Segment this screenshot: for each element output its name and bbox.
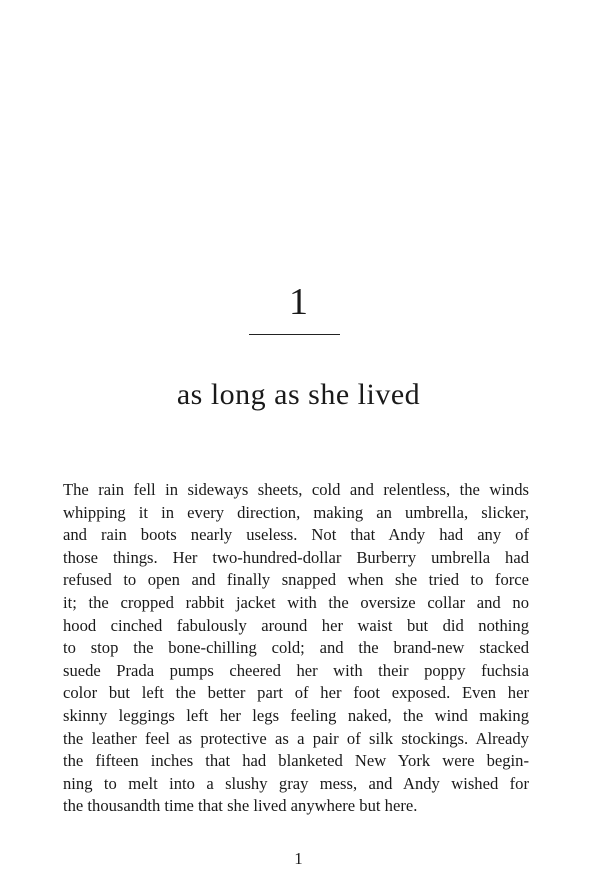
chapter-number: 1 bbox=[289, 281, 308, 323]
text-line: The rain fell in sideways sheets, cold and relentless, the winds bbox=[63, 480, 529, 499]
text-line: refused to open and finally snapped when she tried to force bbox=[63, 570, 529, 590]
text-line: the leather feel as protective as a pair of silk stockings. Already bbox=[63, 728, 529, 748]
chapter-divider bbox=[249, 334, 340, 335]
text-line: to stop the bone-chilling cold; and the brand-new stacked bbox=[63, 638, 529, 658]
page-number: 1 bbox=[294, 849, 303, 868]
text-line: and rain boots nearly useless. Not that Andy had any of bbox=[63, 525, 529, 545]
text-line: suede Prada pumps cheered her with their poppy fuchsia bbox=[63, 660, 529, 680]
text-line: the thousandth time that she lived anywhere but here. bbox=[63, 796, 418, 816]
text-line: the fifteen inches that had blanketed New York were begin- bbox=[63, 751, 529, 771]
text-line: color but left the better part of her foot exposed. Even her bbox=[63, 683, 529, 703]
text-line: whipping it in every direction, making an umbrella, slicker, bbox=[63, 502, 529, 522]
text-line: it; the cropped rabbit jacket with the oversize collar and no bbox=[63, 592, 529, 612]
body-paragraph bbox=[63, 479, 529, 818]
chapter-title: as long as she lived bbox=[176, 378, 421, 411]
text-line: hood cinched fabulously around her waist but did nothing bbox=[63, 615, 529, 635]
text-line: skinny leggings left her legs feeling naked, the wind making bbox=[63, 705, 529, 725]
text-line: ning to melt into a slushy gray mess, and Andy wished for bbox=[63, 773, 529, 793]
text-line: those things. Her two-hundred-dollar Burberry umbrella had bbox=[63, 547, 529, 567]
